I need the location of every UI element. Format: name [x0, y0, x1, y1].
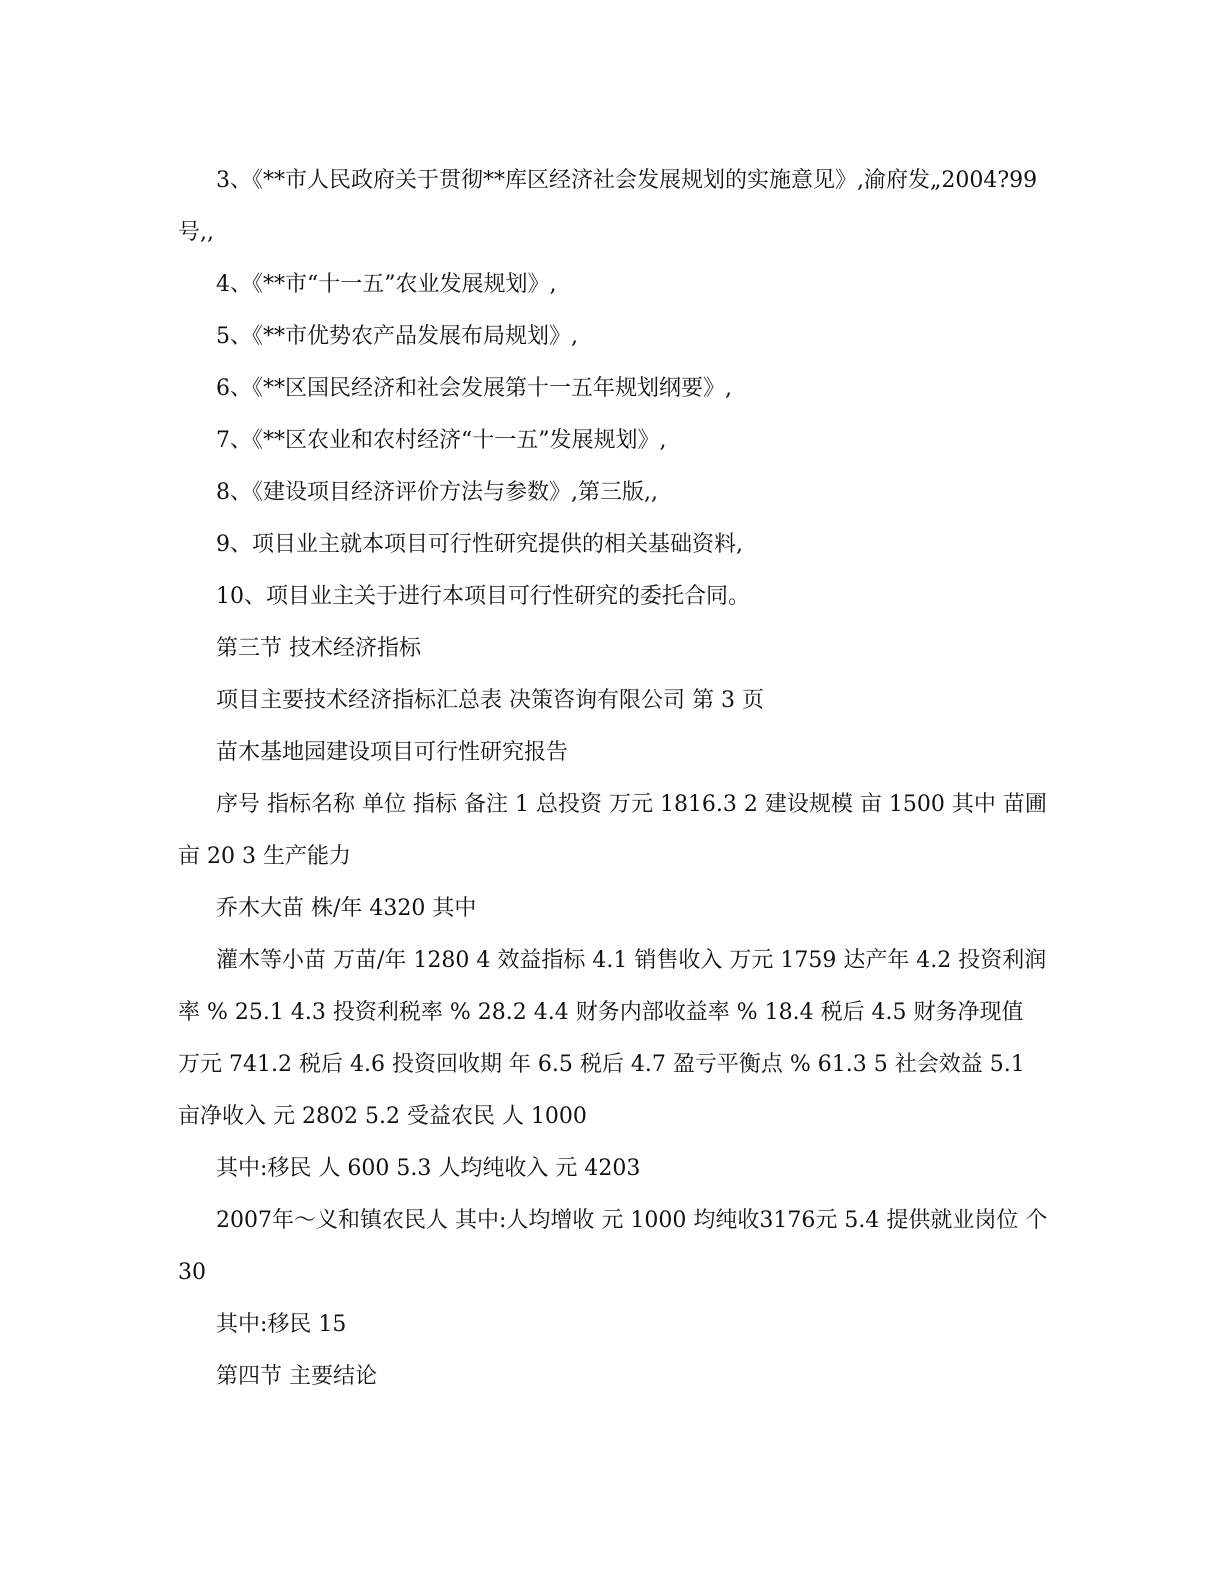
reference-item-9: 9、项目业主就本项目可行性研究提供的相关基础资料, — [216, 532, 743, 557]
reference-item-8: 8、《建设项目经济评价方法与参数》,第三版,, — [216, 480, 658, 505]
section-heading-4: 第四节 主要结论 — [216, 1364, 377, 1389]
reference-item-10: 10、项目业主关于进行本项目可行性研究的委托合同。 — [216, 584, 750, 609]
reference-item-4: 4、《**市“十一五”农业发展规划》, — [216, 272, 557, 297]
reference-item-6: 6、《**区国民经济和社会发展第十一五年规划纲要》, — [216, 376, 732, 401]
indicator-text-3: 灌木等小苗 万苗/年 1280 4 效益指标 4.1 销售收入 万元 1759 达产年 4.2 投资利润率 % 25.1 4.3 投资利税率 % 28.2 4.4 财务内部收益率 % 18.4 税后 4.5 财务净现值 万元 741.2 税后 4.6 投资回收期 年 6.5 税后 4.7 盈亏平衡点 % 61.3 5 社会效益 5.1 亩净收入 元 2802 5.2 受益农民 人 1000 — [178, 948, 1047, 1129]
reference-item-7: 7、《**区农业和农村经济“十一五”发展规划》, — [216, 428, 667, 453]
indicator-text-4: 其中:移民 人 600 5.3 人均纯收入 元 4203 — [216, 1156, 641, 1181]
reference-item-3: 3、《**市人民政府关于贯彻**库区经济社会发展规划的实施意见》,渝府发„2004?99号,, — [178, 168, 1038, 245]
indicator-text-1: 序号 指标名称 单位 指标 备注 1 总投资 万元 1816.3 2 建设规模 亩 1500 其中 苗圃 亩 20 3 生产能力 — [178, 792, 1054, 869]
reference-item-5: 5、《**市优势农产品发展布局规划》, — [216, 324, 578, 349]
indicator-text-6: 其中:移民 15 — [216, 1312, 347, 1337]
table-caption: 项目主要技术经济指标汇总表 决策咨询有限公司 第 3 页 — [216, 688, 764, 713]
section-heading-3: 第三节 技术经济指标 — [216, 636, 421, 661]
report-title: 苗木基地园建设项目可行性研究报告 — [216, 740, 569, 765]
document-page — [178, 155, 1055, 1403]
indicator-text-5: 2007年～义和镇农民人 其中:人均增收 元 1000 均纯收3176元 5.4 提供就业岗位 个 30 — [178, 1208, 1055, 1285]
indicator-text-2: 乔木大苗 株/年 4320 其中 — [216, 896, 477, 921]
